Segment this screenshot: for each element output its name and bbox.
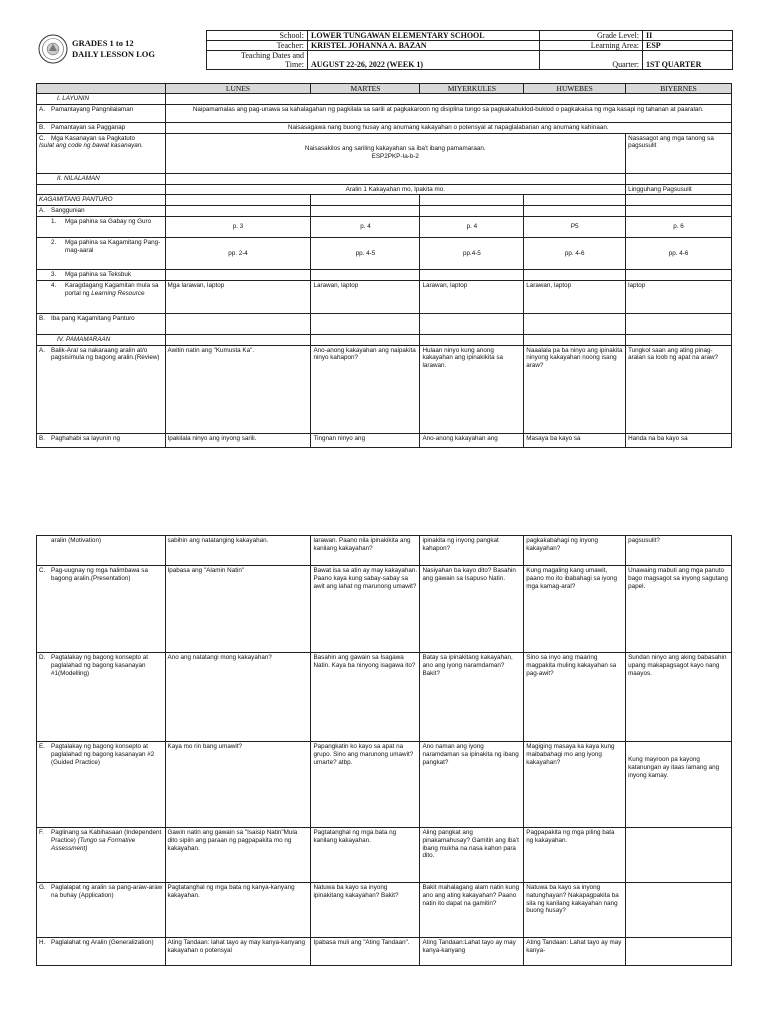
karagdagang-thu: Larawan, laptop: [524, 280, 626, 313]
paglalahat-thu: Ating Tandaan: Lahat tayo ay may kanya-: [524, 938, 626, 966]
pagtalakay2-thu: Magiging masaya ka kaya kung maibabahagi mo ang iyong kakayahan?: [524, 742, 626, 828]
paglinang-thu: Pagpapakita ng mga piling bata ng kakayahan.: [524, 828, 626, 883]
lesson-table-page1: [36, 83, 732, 448]
row-label-text: Mga Kasanayan sa Pagkatuto: [51, 134, 136, 142]
paghahabi-cont-mon: sabihin ang natatanging kakayahan.: [165, 536, 311, 566]
row-label: [37, 653, 166, 742]
empty-cell: [420, 269, 524, 280]
pamantayan-pagganap-text: Naisasagawa nang buong husay ang anumang kakayahan o potensyal at napaglalabanan ang anumang kahinaan.: [165, 122, 732, 133]
balik-fri: Tungkol saan ang ating pinag-aralan sa loob ng apat na araw?: [626, 345, 732, 433]
table-row: [37, 184, 732, 195]
balik-mon: Awitin natin ang "Kumusta Ka".: [165, 345, 311, 433]
row-label-text: Mga pahina sa Gabay ng Guro: [65, 217, 152, 225]
paglalapat-mon: Pagtatanghal ng mga bata ng kanya-kanyang kakayahan.: [165, 883, 311, 938]
paglalahat-fri: [626, 938, 732, 966]
row-label-italic: (Tungo sa Formative Assessment): [51, 836, 136, 852]
empty-cell: [626, 334, 732, 345]
empty-cell: [311, 334, 420, 345]
day-header-fri: BIYERNES: [626, 84, 732, 94]
empty-cell: [420, 195, 524, 206]
paghahabi-cont-thu: pagkakabahagi ng inyong kakayahan?: [524, 536, 626, 566]
gabay-thu: P5: [524, 216, 626, 237]
empty-cell: [311, 269, 420, 280]
row-label-text: Pag-uugnay ng mga halimbawa sa bagong aralin.(Presentation): [51, 567, 148, 582]
row-key: B.: [39, 314, 45, 322]
table-row: [37, 433, 732, 447]
teacher-label: Teacher:: [207, 41, 308, 51]
row-key: C.: [39, 134, 46, 142]
table-row: [37, 104, 732, 122]
empty-cell: [524, 195, 626, 206]
paghahabi-mon: Ipakilala ninyo ang inyong sarili.: [165, 433, 311, 447]
empty-cell: [626, 173, 732, 184]
pagtalakay1-mon: Ano ang natatangi mong kakayahan?: [165, 653, 311, 742]
kagamitang-tue: pp. 4-5: [311, 237, 420, 269]
quarter-label: Quarter:: [540, 51, 643, 70]
table-row: [37, 313, 732, 334]
quarter-value: 1ST QUARTER: [643, 51, 733, 70]
row-num: 1.: [51, 217, 57, 225]
balik-wed: Hulaan ninyo kung anong kakayahan ang ipinakikita sa larawan.: [420, 345, 524, 433]
paglalahat-tue: Ipabasa muli ang "Ating Tandaan".: [311, 938, 420, 966]
balik-tue: Ano-anong kakayahan ang naipakita ninyo kahapon?: [311, 345, 420, 433]
table-row: [37, 345, 732, 433]
row-label-text: Mga pahina sa Kagamitang Pang-mag-aaral: [65, 238, 161, 254]
row-label-text: Pagtalakay ng bagong konsepto at paglalahad ng bagong kasanayan #1(Modelling): [51, 654, 148, 677]
paghahabi-tue: Tingnan ninyo ang: [311, 433, 420, 447]
pagtalakay1-thu: Sino sa inyo ang maaring magpakita muling kakayahan sa pag-awit?: [524, 653, 626, 742]
day-header-mon: LUNES: [165, 84, 311, 94]
gabay-fri: p. 6: [626, 216, 732, 237]
empty-cell: [524, 313, 626, 334]
kasanayan-code: ESP2PKP-Ia-b-2: [371, 153, 419, 161]
deped-seal-icon: [38, 34, 68, 64]
row-label-text: Pamantayang Pangnilalaman: [51, 105, 134, 113]
row-label-italic: Learning Resource: [91, 289, 145, 297]
row-label: [37, 313, 166, 334]
row-key: A.: [39, 207, 45, 215]
pamantayang-pangnilalaman-text: Naipamamalas ang pag-unawa sa kahalagahan ng pagkilala sa sarili at pagkakaroon ng disiplina tungo sa pagkakabuklod-buklod o pagkakaisa ng mga kasapi ng tahanan at paaralan.: [165, 104, 732, 122]
empty-cell: [524, 206, 626, 217]
karagdagang-wed: Larawan, laptop: [420, 280, 524, 313]
table-row: [37, 133, 732, 173]
row-key: B.: [39, 434, 45, 442]
row-label-text: aralin (Motivation): [51, 537, 102, 544]
section-kagamitan: KAGAMITANG PANTURO: [37, 195, 166, 206]
empty-cell: [165, 206, 311, 217]
kagamitang-wed: pp.4-5: [420, 237, 524, 269]
empty-cell: [165, 269, 311, 280]
empty-cell: [626, 269, 732, 280]
row-label: [37, 536, 166, 566]
row-label: [37, 566, 166, 653]
pagtalakay2-wed: Ano naman ang iyong naramdaman sa ipinakita ng ibang pangkat?: [420, 742, 524, 828]
section-layunin: I. LAYUNIN: [37, 94, 166, 105]
teacher-value: KRISTEL JOHANNA A. BAZAN: [308, 41, 540, 51]
row-label-text: Karagdagang Kagamitan mula sa portal ng: [65, 281, 159, 297]
row-label: [37, 828, 166, 883]
row-label-text: Balik-Aral sa nakaraang aralin at/o pagsisimula ng bagong aralin.(Review): [51, 346, 160, 362]
kasanayan-text-1: Naisasakilos ang sariling kakayahan sa iba't ibang pamamaraan.: [304, 145, 486, 153]
dll-title-line1: GRADES 1 to 12: [72, 38, 134, 48]
row-key: C.: [39, 567, 46, 574]
day-header-tue: MARTES: [311, 84, 420, 94]
empty-cell: [165, 195, 311, 206]
lesson-table-page2: [36, 535, 732, 966]
pagugnay-mon: Ipabasa ang "Alamin Natin": [165, 566, 311, 653]
table-row: [37, 269, 732, 280]
row-num: 4.: [51, 281, 57, 289]
pagtalakay2-tue: Papangkatin ko kayo sa apat na grupo. Sino ang marunong umawit? umarte? atbp.: [311, 742, 420, 828]
learning-area-value: ESP: [643, 41, 733, 51]
nilalaman-text: Aralin 1 Kakayahan mo, Ipakita mo.: [165, 184, 626, 195]
kagamitang-mon: pp. 2-4: [165, 237, 311, 269]
table-row: [37, 206, 732, 217]
pagtalakay1-wed: Batay sa ipinakitang kakayahan, ano ang iyong naramdaman? Bakit?: [420, 653, 524, 742]
paglinang-fri: [626, 828, 732, 883]
teaching-dates-label-1: Teaching Dates and: [241, 51, 304, 60]
row-label-text: Mga pahina sa Teksbuk: [65, 270, 132, 278]
row-num: 2.: [51, 238, 57, 246]
paghahabi-cont-fri: pagsusulit?: [626, 536, 732, 566]
karagdagang-fri: laptop: [626, 280, 732, 313]
row-label-subtext: Isulat ang code ng bawat kasanayan.: [39, 142, 143, 150]
pagtalakay1-fri: Sundan ninyo ang aking babasahin upang makapagsagot kayo nang maayos.: [626, 653, 732, 742]
empty-cell: [626, 195, 732, 206]
row-label: [37, 280, 166, 313]
table-row: [37, 94, 732, 105]
kasanayan-text: [165, 133, 626, 173]
table-row: [37, 280, 732, 313]
empty-cell: [420, 334, 524, 345]
teaching-dates-label: [207, 51, 308, 70]
table-row: [37, 828, 732, 883]
row-label: [37, 133, 166, 173]
row-key: F.: [39, 829, 44, 836]
day-header-row: [37, 84, 732, 94]
kagamitang-fri: pp. 4-6: [626, 237, 732, 269]
day-header-blank: [37, 84, 166, 94]
gabay-tue: p. 4: [311, 216, 420, 237]
table-row: [37, 122, 732, 133]
paglinang-tue: Pagtatanghal ng mga bata ng kanilang kakayahan.: [311, 828, 420, 883]
pagugnay-wed: Nasiyahan ba kayo dito? Basahin ang gawain sa Isapuso Natin.: [420, 566, 524, 653]
karagdagang-tue: Larawan, laptop: [311, 280, 420, 313]
table-row: [37, 566, 732, 653]
row-label: [37, 269, 166, 280]
pagtalakay1-tue: Basahin ang gawain sa Isagawa Natin. Kaya ba ninyong isagawa ito?: [311, 653, 420, 742]
nilalaman-friday: Lingguhang Pagsusulit: [626, 184, 732, 195]
pagtalakay2-fri: Kung mayroon pa kayong katanungan ay itaas lamang ang inyong kamay.: [626, 742, 732, 828]
row-key: A.: [39, 105, 45, 113]
page-1: [0, 0, 768, 480]
row-label: [37, 216, 166, 237]
empty-cell: [311, 206, 420, 217]
header-info-table: [206, 30, 733, 70]
row-key: G.: [39, 884, 46, 891]
gabay-wed: p. 4: [420, 216, 524, 237]
kagamitang-thu: pp. 4-6: [524, 237, 626, 269]
paghahabi-fri: Handa na ba kayo sa: [626, 433, 732, 447]
day-header-wed: MIYERKULES: [420, 84, 524, 94]
table-row: [37, 173, 732, 184]
dll-title-line2: DAILY LESSON LOG: [72, 49, 155, 59]
table-row: [37, 334, 732, 345]
row-num: 3.: [51, 270, 57, 278]
row-label: [37, 104, 166, 122]
row-label: [37, 742, 166, 828]
section-nilalaman: II. NILALAMAN: [37, 173, 166, 184]
day-header-thu: HUWEBES: [524, 84, 626, 94]
empty-cell: [165, 334, 311, 345]
paghahabi-wed: Ano-anong kakayahan ang: [420, 433, 524, 447]
empty-cell: [165, 173, 626, 184]
row-label-text: Sanggunian: [51, 207, 85, 215]
table-row: [37, 195, 732, 206]
paglalapat-thu: Natuwa ba kayo sa inyong natunghayan? Nakapagpakita ba sila ng kanilang kakayahan nang buong husay?: [524, 883, 626, 938]
row-label: [37, 433, 166, 447]
row-label: [37, 938, 166, 966]
pagugnay-thu: Kung magaling kang umawit, paano mo ito ibabahagi sa iyong mga kamag-aral?: [524, 566, 626, 653]
empty-cell: [165, 313, 311, 334]
row-label-text: Pamantayan sa Pagganap: [51, 123, 126, 131]
empty-cell: [420, 206, 524, 217]
row-label: [37, 237, 166, 269]
page-gap: [0, 480, 768, 528]
row-label: [37, 345, 166, 433]
empty-cell: [311, 313, 420, 334]
karagdagang-mon: Mga larawan, laptop: [165, 280, 311, 313]
paglalahat-wed: Ating Tandaan:Lahat tayo ay may kanya-kanyang: [420, 938, 524, 966]
row-key: D.: [39, 654, 46, 661]
paglinang-mon: Gawin natin ang gawain sa "Isaisip Natin"Mula dito sipiin ang paraan ng pagpapakita mo ng kakayahan.: [165, 828, 311, 883]
balik-thu: Naaalala pa ba ninyo ang ipinakita ninyong kakayahan noong isang araw?: [524, 345, 626, 433]
teaching-dates-label-2: Time:: [285, 60, 304, 69]
empty-cell: [165, 94, 732, 105]
empty-cell: [626, 313, 732, 334]
paghahabi-cont-tue: larawan. Paano nila ipinakikita ang kanilang kakayahan?: [311, 536, 420, 566]
table-row: [37, 883, 732, 938]
paglalapat-fri: [626, 883, 732, 938]
row-key: E.: [39, 743, 45, 750]
school-value: LOWER TUNGAWAN ELEMENTARY SCHOOL: [308, 31, 540, 41]
row-label-text: Paglinang sa Kabihasaan (Independent Practice): [51, 829, 162, 844]
empty-cell: [420, 313, 524, 334]
row-key: H.: [39, 939, 46, 946]
dll-title: [72, 38, 155, 60]
learning-area-label: Learning Area:: [540, 41, 643, 51]
paglalapat-wed: Bakit mahalagang alam natin kung ano ang ating kakayahan? Paano natin ito dapat na gamitin?: [420, 883, 524, 938]
empty-cell: [37, 184, 166, 195]
table-row: [37, 653, 732, 742]
gabay-mon: p. 3: [165, 216, 311, 237]
empty-cell: [524, 269, 626, 280]
teaching-dates-value: AUGUST 22-26, 2022 (WEEK 1): [308, 51, 540, 70]
table-row: [37, 938, 732, 966]
table-row: [37, 742, 732, 828]
kasanayan-friday: Nasasagot ang mga tanong sa pagsusulit: [626, 133, 732, 173]
page-2: [0, 528, 768, 1024]
paglalahat-mon: Ating Tandaan: lahat tayo ay may kanya-kanyang kakayahan o potensyal: [165, 938, 311, 966]
school-label: School:: [207, 31, 308, 41]
row-label-text: Pagtalakay ng bagong konsepto at paglalahad ng bagong kasanayan #2 (Guided Practice): [51, 743, 155, 766]
pagugnay-fri: Unawaing mabuti ang mga panuto bago magsagot sa inyong sagutang papel.: [626, 566, 732, 653]
row-label: [37, 206, 166, 217]
row-key: B.: [39, 123, 45, 131]
paghahabi-cont-wed: ipinakita ng inyong pangkat kahapon?: [420, 536, 524, 566]
empty-cell: [626, 206, 732, 217]
table-row: [37, 237, 732, 269]
row-label: [37, 122, 166, 133]
row-label-text: Paglalapat ng aralin sa pang-araw-araw na buhay (Application): [51, 884, 163, 899]
empty-cell: [524, 334, 626, 345]
row-label-text: Paglalahat ng Aralin (Generalization): [51, 939, 154, 946]
pagtalakay2-mon: Kaya mo rin bang umawit?: [165, 742, 311, 828]
row-label-text: Paghahabi sa layunin ng: [51, 434, 120, 442]
table-row: [37, 536, 732, 566]
grade-level-value: II: [643, 31, 733, 41]
row-label: [37, 883, 166, 938]
pagugnay-tue: Bawat isa sa atin ay may kakayahan. Paano kaya kung sabay-sabay sa awit ang lahat ng marunong umawit?: [311, 566, 420, 653]
paglinang-wed: Aling pangkat ang pinakamahusay? Gamitin ang iba't ibang mukha na nasa kahon para dito.: [420, 828, 524, 883]
paghahabi-thu: Masaya ba kayo sa: [524, 433, 626, 447]
paglalapat-tue: Natuwa ba kayo sa inyong ipinakitang kakayahan? Bakit?: [311, 883, 420, 938]
grade-level-label: Grade Level:: [540, 31, 643, 41]
section-pamamaraan: IV. PAMAMARAAN: [37, 334, 166, 345]
table-row: [37, 216, 732, 237]
empty-cell: [311, 195, 420, 206]
row-key: A.: [39, 346, 45, 354]
row-label-text: Iba pang Kagamitang Panturo: [51, 314, 135, 322]
